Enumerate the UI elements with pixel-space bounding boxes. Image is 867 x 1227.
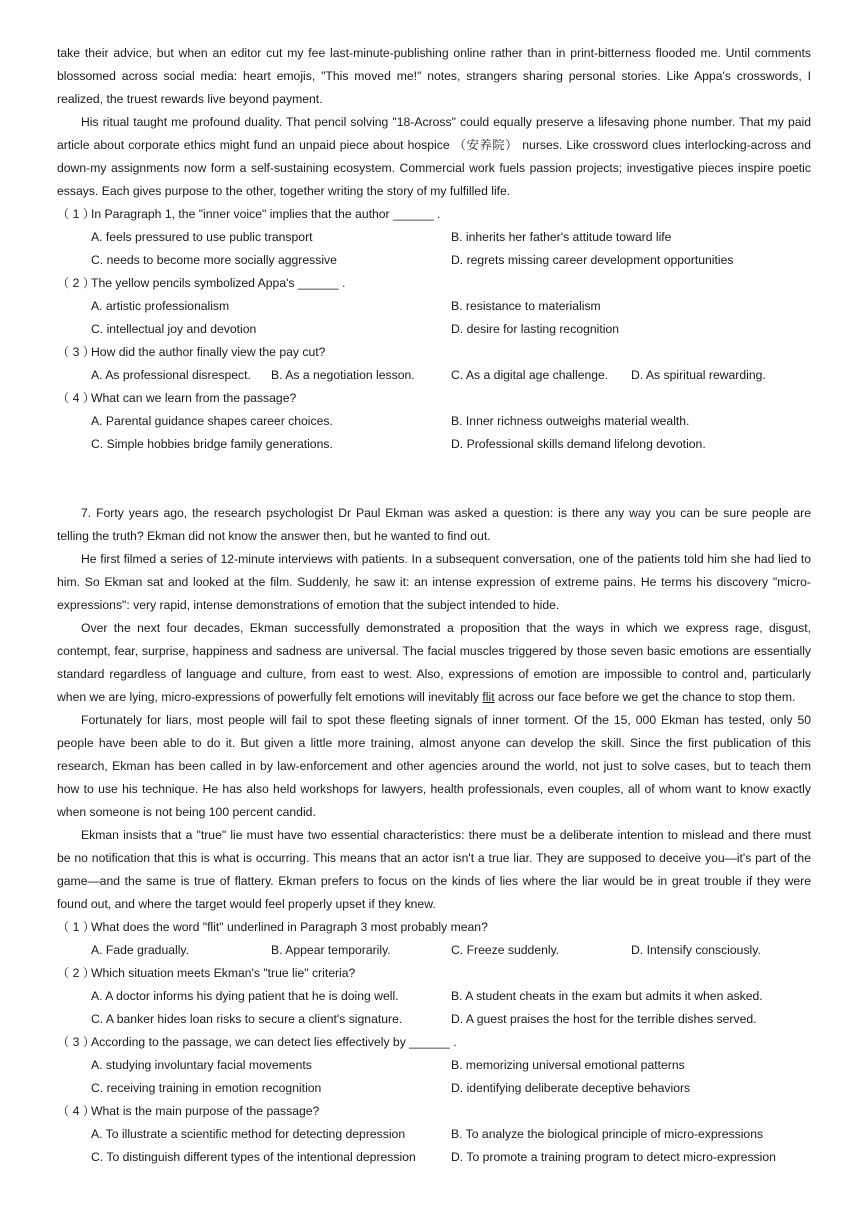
option: B. inherits her father's attitude toward life xyxy=(451,230,672,244)
options xyxy=(57,295,811,341)
options xyxy=(57,364,811,387)
option: C. As a digital age challenge. xyxy=(451,368,609,382)
question: （ 1 ） What does the word "flit" underlined in Paragraph 3 most probably mean? xyxy=(57,916,811,939)
question-text: The yellow pencils symbolized Appa's ______ . xyxy=(91,276,346,290)
option: B. A student cheats in the exam but admits it when asked. xyxy=(451,989,763,1003)
option: A. studying involuntary facial movements xyxy=(91,1058,312,1072)
option: D. Professional skills demand lifelong devotion. xyxy=(451,437,706,451)
question-text: In Paragraph 1, the "inner voice" implies that the author ______ . xyxy=(91,207,441,221)
option: B. As a negotiation lesson. xyxy=(271,368,415,382)
option: A. artistic professionalism xyxy=(91,299,230,313)
option: B. Appear temporarily. xyxy=(271,943,391,957)
options xyxy=(57,410,811,456)
document-page xyxy=(57,42,811,1169)
question: （ 1 ） In Paragraph 1, the "inner voice" implies that the author ______ . xyxy=(57,203,811,226)
option: D. To promote a training program to detect micro-expression xyxy=(451,1150,776,1164)
option: C. Freeze suddenly. xyxy=(451,943,560,957)
option: A. feels pressured to use public transport xyxy=(91,230,313,244)
options xyxy=(57,1054,811,1100)
options xyxy=(57,939,811,962)
option: D. As spiritual rewarding. xyxy=(631,368,766,382)
options xyxy=(57,1123,811,1169)
option: C. needs to become more socially aggressive xyxy=(91,253,337,267)
question-text: According to the passage, we can detect lies effectively by ______ . xyxy=(91,1035,457,1049)
question-text: Which situation meets Ekman's "true lie" criteria? xyxy=(91,966,356,980)
underlined-word: flit xyxy=(482,690,495,704)
paragraph: His ritual taught me profound duality. That pencil solving "18-Across" could equally preserve a lifesaving phone number. That my paid article about corporate ethics might fund an unpaid piece about hospice （安养院） nurses. Like crossword clues interlocking-across and down-my assignments now form a self-sustaining ecosystem. Commercial work fuels passion projects; investigative pieces inspire poetic essays. Each gives purpose to the other, together writing the story of my fulfilled life. xyxy=(57,115,811,198)
option: C. intellectual joy and devotion xyxy=(91,322,257,336)
question-text: How did the author finally view the pay cut? xyxy=(91,345,326,359)
question: （ 4 ） What is the main purpose of the passage? xyxy=(57,1100,811,1123)
option: A. To illustrate a scientific method for detecting depression xyxy=(91,1127,406,1141)
question-text: What does the word "flit" underlined in Paragraph 3 most probably mean? xyxy=(91,920,488,934)
question: （ 4 ） What can we learn from the passage? xyxy=(57,387,811,410)
option: C. Simple hobbies bridge family generations. xyxy=(91,437,333,451)
option: B. resistance to materialism xyxy=(451,299,601,313)
question-text: What can we learn from the passage? xyxy=(91,391,297,405)
question: （ 3 ） According to the passage, we can detect lies effectively by ______ . xyxy=(57,1031,811,1054)
option: D. regrets missing career development opportunities xyxy=(451,253,734,267)
option: A. Fade gradually. xyxy=(91,943,190,957)
option: D. desire for lasting recognition xyxy=(451,322,620,336)
paragraph: He first filmed a series of 12-minute interviews with patients. In a subsequent conversation, one of the patients told him she had lied to him. So Ekman sat and looked at the film. Suddenly, he saw it: an intense expression of extreme pains. He terms his discovery "micro-expressions": very rapid, intense demonstrations of emotion that the subject intended to hide. xyxy=(57,552,811,612)
option: B. memorizing universal emotional patterns xyxy=(451,1058,685,1072)
option: C. receiving training in emotion recognition xyxy=(91,1081,322,1095)
option: D. A guest praises the host for the terrible dishes served. xyxy=(451,1012,757,1026)
option: A. A doctor informs his dying patient that he is doing well. xyxy=(91,989,399,1003)
option: B. To analyze the biological principle of micro-expressions xyxy=(451,1127,764,1141)
option: A. Parental guidance shapes career choices. xyxy=(91,414,333,428)
option: A. As professional disrespect. xyxy=(91,368,251,382)
question: （ 2 ） The yellow pencils symbolized Appa's ______ . xyxy=(57,272,811,295)
question: （ 2 ） Which situation meets Ekman's "true lie" criteria? xyxy=(57,962,811,985)
paragraph: Over the next four decades, Ekman successfully demonstrated a proposition that the ways in which we express rage, disgust, contempt, fear, surprise, happiness and sadness are universal. The facial muscles triggered by those seven basic emotions are essentially standard regardless of language and culture, from east to west. Also, expressions of emotion are impossible to control and, particularly when we are lying, micro-expressions of powerfully felt emotions will inevitably flit across our face before we get the chance to stop them. xyxy=(57,621,811,704)
option: C. To distinguish different types of the intentional depression xyxy=(91,1150,416,1164)
paragraph: Ekman insists that a "true" lie must have two essential characteristics: there must be a deliberate intention to mislead and there must be no notification that this is what is occurring. This means that an actor isn't a true liar. They are supposed to deceive you—it's part of the game—and the same is true of flattery. Ekman prefers to focus on the kinds of lies where the liar would be in great trouble if they were found out, and where the target would feel properly upset if they knew. xyxy=(57,828,811,911)
options xyxy=(57,985,811,1031)
paragraph: 7. Forty years ago, the research psychologist Dr Paul Ekman was asked a question: is there any way you can be sure people are telling the truth? Ekman did not know the answer then, but he wanted to find out. xyxy=(57,506,811,543)
option: C. A banker hides loan risks to secure a client's signature. xyxy=(91,1012,403,1026)
option: B. Inner richness outweighs material wealth. xyxy=(451,414,690,428)
question-text: What is the main purpose of the passage? xyxy=(91,1104,320,1118)
paragraph: Fortunately for liars, most people will fail to spot these fleeting signals of inner torment. Of the 15, 000 Ekman has tested, only 50 people have been able to do it. But given a little more training, almost anyone can develop the skill. Since the first publication of this research, Ekman has been called in by law-enforcement and other agencies around the world, not just to solve cases, but to teach them how to use his technique. He has also held workshops for lawyers, health professionals, even couples, all of whom want to know exactly when someone is not being 100 percent candid. xyxy=(57,713,811,819)
options xyxy=(57,226,811,272)
option: D. identifying deliberate deceptive behaviors xyxy=(451,1081,691,1095)
question: （ 3 ） How did the author finally view the pay cut? xyxy=(57,341,811,364)
section-gap xyxy=(57,456,811,502)
option: D. Intensify consciously. xyxy=(631,943,761,957)
paragraph: take their advice, but when an editor cut my fee last-minute-publishing online rather than in print-bitterness flooded me. Until comments blossomed across social media: heart emojis, "This moved me!" notes, strangers sharing personal stories. Like Appa's crosswords, I realized, the truest rewards live beyond payment. xyxy=(57,46,811,106)
